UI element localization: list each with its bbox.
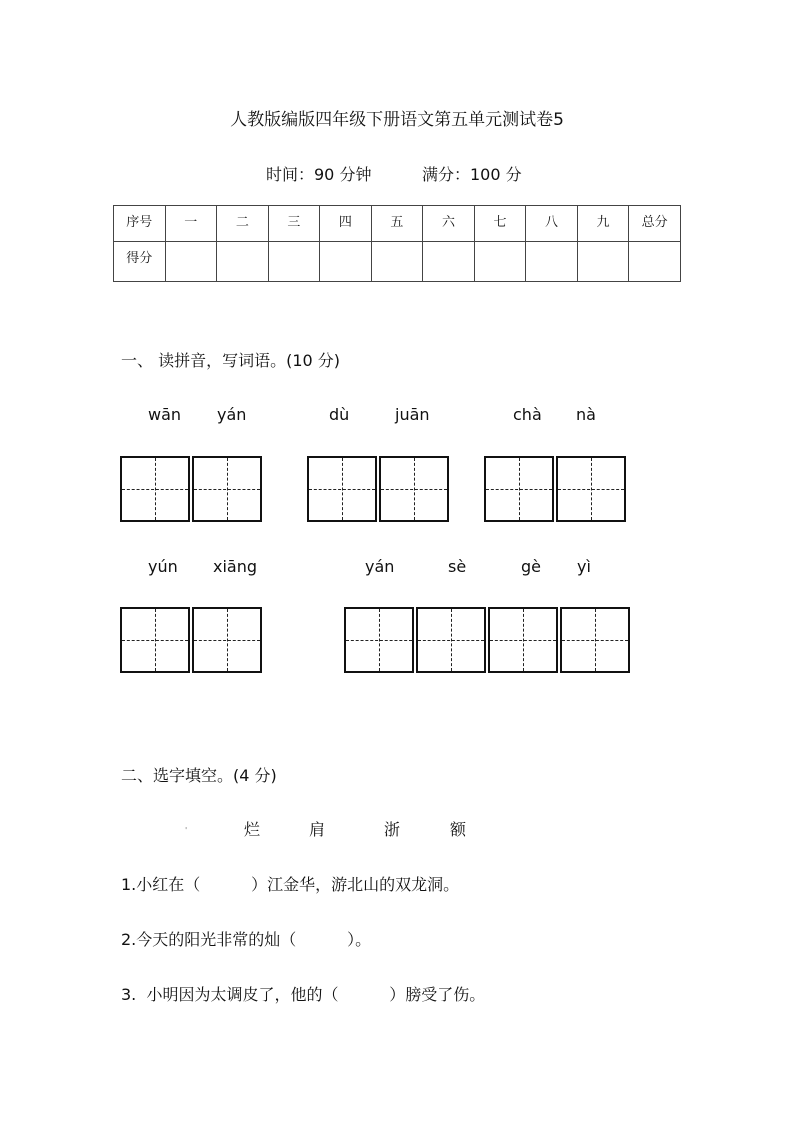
pinyin-label: sè: [448, 557, 467, 576]
stray-mark: ': [185, 826, 188, 835]
pinyin-label: chà: [513, 405, 542, 424]
writing-cell[interactable]: [484, 456, 554, 522]
score-input-cell[interactable]: [423, 242, 475, 282]
score-table: [113, 205, 681, 282]
writing-cell[interactable]: [416, 607, 486, 673]
writing-grid: [307, 456, 449, 522]
choice-char: 额: [450, 820, 467, 839]
writing-grid: [484, 456, 626, 522]
score-input-cell[interactable]: [577, 242, 629, 282]
writing-cell[interactable]: [344, 607, 414, 673]
score-input-cell[interactable]: [474, 242, 526, 282]
writing-cell[interactable]: [307, 456, 377, 522]
pinyin-label: gè: [521, 557, 541, 576]
score-table-cell: 总分: [629, 206, 681, 242]
writing-grid: [120, 607, 262, 673]
writing-cell[interactable]: [120, 607, 190, 673]
choice-char: 烂: [244, 820, 261, 839]
writing-cell[interactable]: [556, 456, 626, 522]
score-table-cell: 序号: [114, 206, 166, 242]
pinyin-label: yán: [365, 557, 395, 576]
pinyin-label: dù: [329, 405, 350, 424]
pinyin-label: nà: [576, 405, 596, 424]
writing-grid: [120, 456, 262, 522]
pinyin-label: juān: [395, 405, 430, 424]
score-table-cell: 四: [320, 206, 372, 242]
score-table-header-row: [114, 206, 681, 242]
writing-cell[interactable]: [560, 607, 630, 673]
score-input-cell[interactable]: [165, 242, 217, 282]
score-table-score-row: [114, 242, 681, 282]
writing-grid: [344, 607, 630, 673]
pinyin-label: xiāng: [213, 557, 258, 576]
pinyin-label: wān: [148, 405, 182, 424]
pinyin-label: yán: [217, 405, 247, 424]
score-table-cell: 八: [526, 206, 578, 242]
score-input-cell[interactable]: [526, 242, 578, 282]
score-input-cell[interactable]: [371, 242, 423, 282]
fill-blank-question: 2.今天的阳光非常的灿（ ）。: [121, 930, 372, 949]
score-table-cell: 九: [577, 206, 629, 242]
score-table-cell: 三: [268, 206, 320, 242]
score-table-cell: 五: [371, 206, 423, 242]
section2-heading: 二、选字填空。(4 分): [121, 766, 277, 785]
score-input-cell[interactable]: [217, 242, 269, 282]
pinyin-label: yì: [577, 557, 591, 576]
writing-cell[interactable]: [379, 456, 449, 522]
fill-blank-question: 3. 小明因为太调皮了，他的（ ）膀受了伤。: [121, 985, 486, 1004]
full-score: 满分：100 分: [422, 165, 522, 184]
fill-blank-question: 1.小红在（ ）江金华，游北山的双龙洞。: [121, 875, 460, 894]
score-table-cell: 一: [165, 206, 217, 242]
score-input-cell[interactable]: [320, 242, 372, 282]
score-input-cell[interactable]: [268, 242, 320, 282]
score-table-cell: 七: [474, 206, 526, 242]
score-table-cell: 二: [217, 206, 269, 242]
exam-time: 时间：90 分钟: [266, 165, 372, 184]
score-input-cell[interactable]: [629, 242, 681, 282]
choice-char: 肩: [309, 820, 326, 839]
writing-cell[interactable]: [192, 456, 262, 522]
writing-cell[interactable]: [488, 607, 558, 673]
choice-char: 浙: [384, 820, 401, 839]
writing-cell[interactable]: [120, 456, 190, 522]
score-table-row-label: 得分: [114, 242, 166, 282]
score-table-cell: 六: [423, 206, 475, 242]
writing-cell[interactable]: [192, 607, 262, 673]
section1-heading: 一、 读拼音，写词语。(10 分): [121, 351, 341, 370]
page-title: 人教版编版四年级下册语文第五单元测试卷5: [230, 110, 564, 130]
pinyin-label: yún: [148, 557, 178, 576]
